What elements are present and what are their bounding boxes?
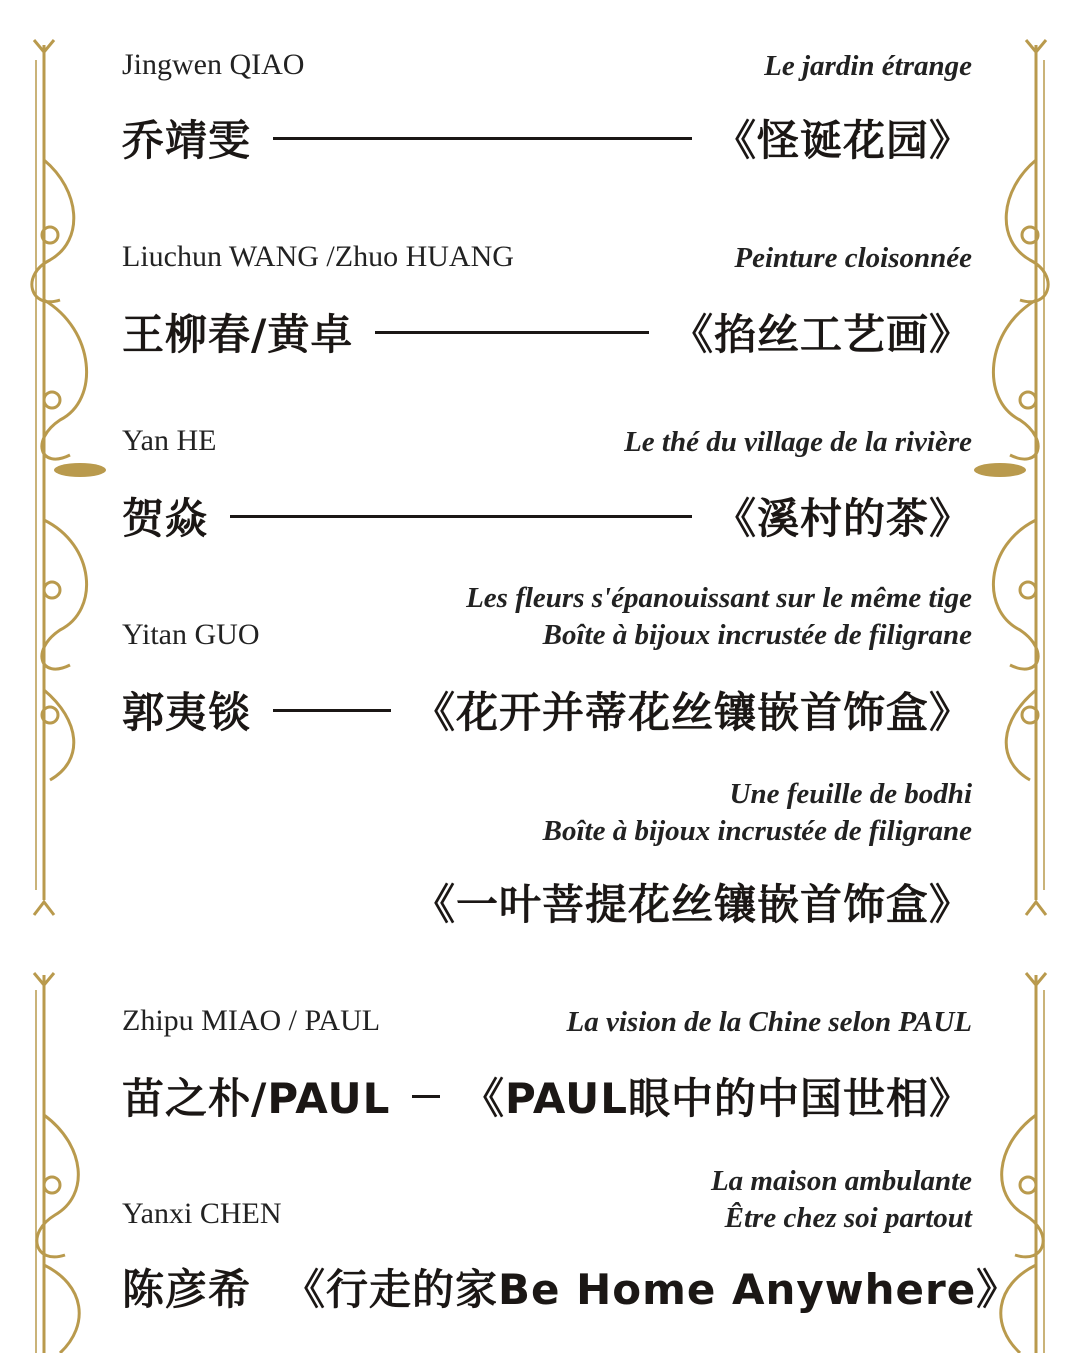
artist-name-cn: 贺焱 bbox=[122, 494, 209, 543]
chinese-credit-row bbox=[122, 302, 972, 362]
artist-name-en: Yanxi CHEN bbox=[122, 1197, 282, 1230]
artwork-title-cn: 《怪诞花园》 bbox=[713, 116, 972, 165]
artwork-title-fr-line: La maison ambulante bbox=[710, 1165, 972, 1197]
artist-name-cn: 乔靖雯 bbox=[122, 116, 252, 165]
connector-line bbox=[412, 1095, 440, 1098]
artist-name-cn: 苗之朴/PAUL bbox=[122, 1074, 391, 1123]
artwork-title-fr-line: Le thé du village de la rivière bbox=[624, 426, 972, 458]
chinese-credit-row bbox=[122, 1257, 1020, 1317]
chinese-credit-row bbox=[122, 872, 972, 932]
chinese-credit-row bbox=[122, 486, 972, 546]
artwork-title-cn: 《掐丝工艺画》 bbox=[670, 310, 972, 359]
connector-line bbox=[273, 709, 391, 712]
connector-line bbox=[273, 137, 692, 140]
artwork-title-fr-line: La vision de la Chine selon PAUL bbox=[566, 1006, 972, 1038]
artwork-title-fr-line: Une feuille de bodhi bbox=[729, 778, 972, 810]
artist-name-cn: 陈彦希 bbox=[122, 1265, 252, 1314]
artwork-title-fr bbox=[466, 580, 972, 654]
artwork-title-fr bbox=[734, 240, 972, 277]
chinese-credit-row bbox=[122, 1066, 972, 1126]
artwork-title-cn: 《一叶菩提花丝镶嵌首饰盒》 bbox=[412, 880, 972, 929]
artwork-title-fr-line: Le jardin étrange bbox=[764, 50, 972, 82]
artist-name-en: Zhipu MIAO / PAUL bbox=[122, 1004, 381, 1037]
artist-name-en: Liuchun WANG /Zhuo HUANG bbox=[122, 240, 514, 273]
chinese-credit-row bbox=[122, 108, 972, 168]
artwork-title-fr-line: Peinture cloisonnée bbox=[734, 242, 972, 274]
artwork-title-cn: 《行走的家Be Home Anywhere》 bbox=[283, 1265, 1020, 1314]
artwork-title-fr-line: Les fleurs s'épanouissant sur le même tige bbox=[466, 582, 972, 614]
artwork-title-fr bbox=[624, 424, 972, 461]
artwork-title-fr-line: Boîte à bijoux incrustée de filigrane bbox=[542, 815, 972, 847]
artist-name-en: Yan HE bbox=[122, 424, 217, 457]
artwork-title-fr-line: Être chez soi partout bbox=[724, 1202, 972, 1234]
artist-name-cn: 王柳春/黄卓 bbox=[122, 310, 354, 359]
artwork-title-fr bbox=[764, 48, 972, 85]
chinese-credit-row bbox=[122, 680, 972, 740]
artwork-title-fr-line: Boîte à bijoux incrustée de filigrane bbox=[542, 619, 972, 651]
artwork-title-fr bbox=[543, 776, 972, 850]
connector-line bbox=[375, 331, 649, 334]
artwork-title-cn: 《溪村的茶》 bbox=[713, 494, 972, 543]
artist-name-en: Yitan GUO bbox=[122, 618, 260, 651]
connector-line bbox=[230, 515, 692, 518]
artwork-title-fr bbox=[567, 1004, 972, 1041]
artwork-title-cn: 《花开并蒂花丝镶嵌首饰盒》 bbox=[412, 688, 972, 737]
artist-name-cn: 郭夷锬 bbox=[122, 688, 252, 737]
artwork-title-cn: 《PAUL眼中的中国世相》 bbox=[461, 1074, 972, 1123]
artist-name-en: Jingwen QIAO bbox=[122, 48, 305, 81]
artwork-title-fr bbox=[711, 1163, 972, 1237]
